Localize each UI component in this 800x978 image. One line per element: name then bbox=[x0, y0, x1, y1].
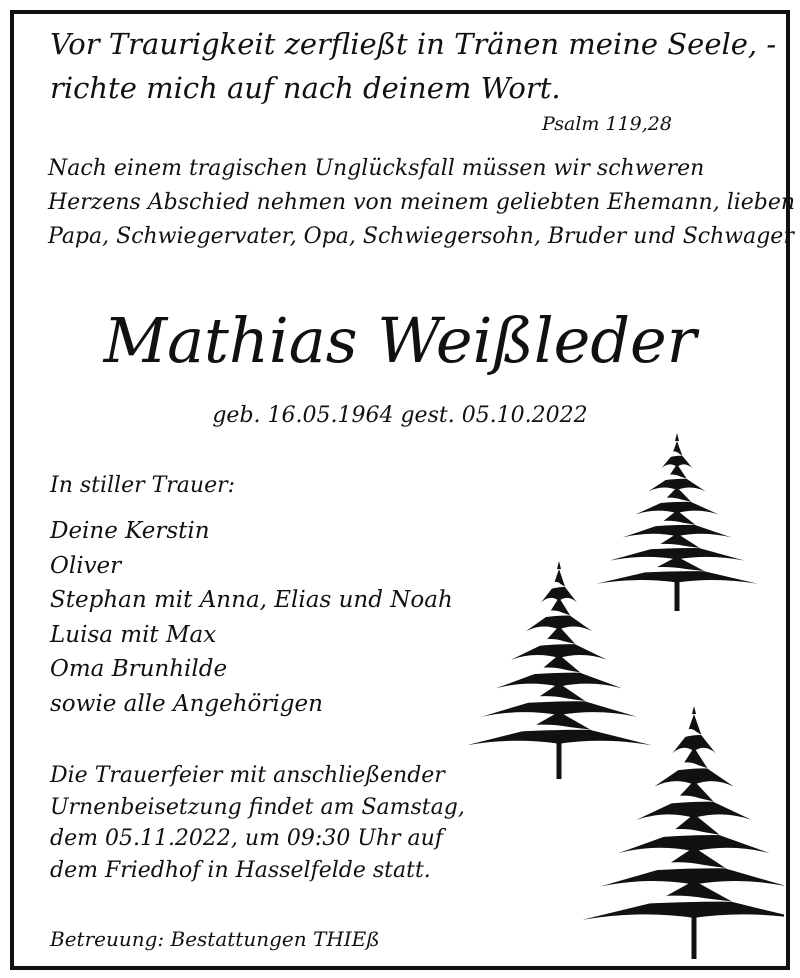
family-list bbox=[50, 514, 453, 721]
fir-tree-icon bbox=[582, 706, 784, 959]
family-member: Luisa mit Max bbox=[50, 621, 217, 648]
intro-line: Papa, Schwiegervater, Opa, Schwiegersohn, Bruder und Schwager bbox=[48, 224, 794, 249]
fir-tree-icon bbox=[469, 561, 652, 779]
service-line: Die Trauerfeier mit anschließender bbox=[50, 763, 445, 788]
service-line: dem 05.11.2022, um 09:30 Uhr auf bbox=[50, 826, 443, 851]
verse-source: Psalm 119,28 bbox=[542, 113, 672, 135]
intro-line: Herzens Abschied nehmen von meinem geliebten Ehemann, lieben bbox=[48, 190, 796, 215]
life-dates: geb. 16.05.1964 gest. 05.10.2022 bbox=[212, 403, 588, 428]
fir-tree-icon bbox=[596, 433, 757, 611]
verse-line-1: Vor Traurigkeit zerfließt in Tränen meine Seele, - bbox=[50, 27, 777, 61]
family-member: Deine Kerstin bbox=[50, 518, 210, 544]
undertaker-credit: Betreuung: Bestattungen THIEß bbox=[50, 927, 380, 951]
deceased-name: Mathias Weißleder bbox=[103, 304, 697, 377]
service-info bbox=[50, 760, 465, 886]
family-member: Stephan mit Anna, Elias und Noah bbox=[50, 587, 453, 613]
service-line: dem Friedhof in Hasselfelde statt. bbox=[50, 857, 431, 883]
snowy-fir-trees-icon bbox=[469, 429, 784, 964]
intro-text bbox=[48, 152, 795, 254]
obituary-frame bbox=[10, 10, 796, 970]
intro-line: Nach einem tragischen Unglücksfall müssen wir schweren bbox=[48, 156, 705, 181]
service-line: Urnenbeisetzung findet am Samstag, bbox=[50, 794, 465, 820]
mourning-label: In stiller Trauer: bbox=[50, 473, 236, 498]
verse-line-2: richte mich auf nach deinem Wort. bbox=[50, 71, 561, 105]
family-member: Oma Brunhilde bbox=[50, 656, 228, 682]
family-member: Oliver bbox=[50, 552, 122, 579]
family-member: sowie alle Angehörigen bbox=[50, 690, 323, 717]
